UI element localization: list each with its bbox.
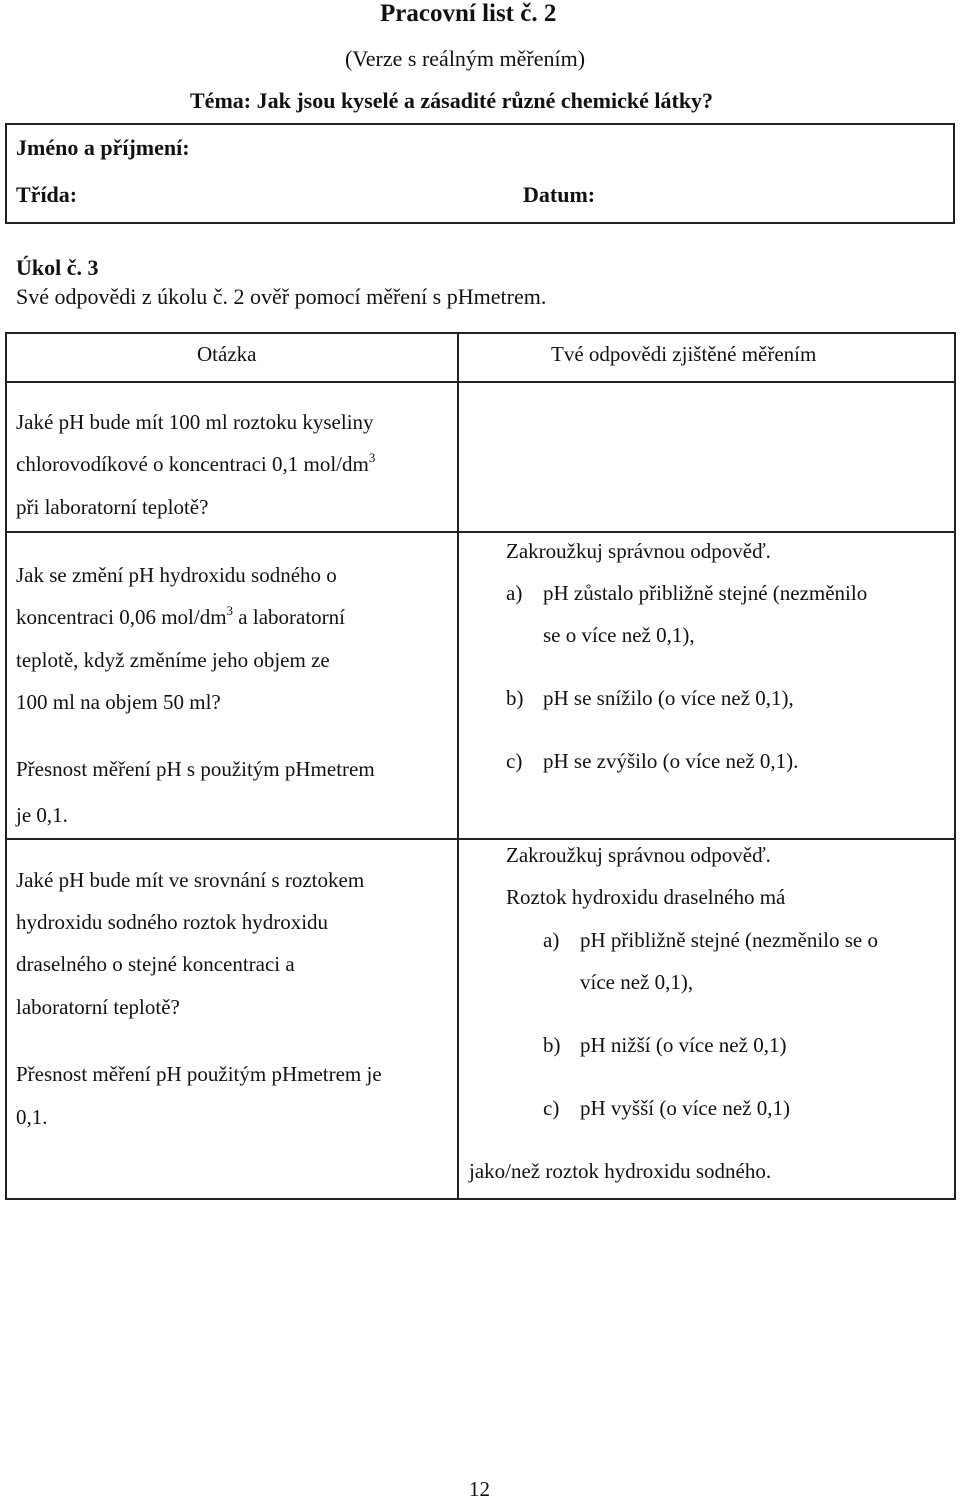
a3-option-b[interactable]: pH nižší (o více než 0,1) xyxy=(580,1033,787,1057)
q1-superscript: 3 xyxy=(368,450,376,465)
a2-option-a-line1[interactable]: pH zůstalo přibližně stejné (nezměnilo xyxy=(543,581,868,605)
q2-line1: Jak se změní pH hydroxidu sodného o xyxy=(16,563,337,587)
date-label: Datum: xyxy=(523,182,596,207)
column-header-question: Otázka xyxy=(197,342,257,366)
q2-line2-text-a: koncentraci 0,06 mol/dm xyxy=(16,605,227,629)
page-title: Pracovní list č. 2 xyxy=(380,0,557,27)
table-row2-divider xyxy=(5,838,956,840)
name-label: Jméno a příjmení: xyxy=(16,135,190,160)
a3-option-a-line2[interactable]: více než 0,1), xyxy=(580,970,694,994)
q3-line1: Jaké pH bude mít ve srovnání s roztokem xyxy=(16,868,365,892)
q1-line2-text: chlorovodíkové o koncentraci 0,1 mol/dm xyxy=(16,452,369,476)
q2-line4: 100 ml na objem 50 ml? xyxy=(16,690,221,714)
a2-option-a-marker: a) xyxy=(506,581,523,605)
task-title: Úkol č. 3 xyxy=(16,255,99,280)
q2-line2 xyxy=(16,605,345,630)
q1-line2 xyxy=(16,452,375,477)
q2-line6: je 0,1. xyxy=(16,803,68,827)
a3-option-a-line1[interactable]: pH přibližně stejné (nezměnilo se o xyxy=(580,928,878,952)
q2-line5: Přesnost měření pH s použitým pHmetrem xyxy=(16,757,375,781)
a2-option-a-line2[interactable]: se o více než 0,1), xyxy=(543,623,695,647)
a2-option-c[interactable]: pH se zvýšilo (o více než 0,1). xyxy=(543,749,799,773)
a3-option-b-marker: b) xyxy=(543,1033,561,1057)
task-instruction: Své odpovědi z úkolu č. 2 ověř pomocí měření s pHmetrem. xyxy=(16,284,547,309)
q3-line3: draselného o stejné koncentraci a xyxy=(16,952,295,976)
table-header-divider xyxy=(5,381,956,383)
page-number: 12 xyxy=(469,1477,490,1501)
column-header-answer: Tvé odpovědi zjištěné měřením xyxy=(551,342,817,366)
a2-instruction: Zakroužkuj správnou odpověď. xyxy=(506,539,771,563)
q3-line4: laboratorní teplotě? xyxy=(16,995,180,1019)
q2-line3: teplotě, když změníme jeho objem ze xyxy=(16,648,330,672)
a3-intro: Roztok hydroxidu draselného má xyxy=(506,885,786,909)
a2-option-b[interactable]: pH se snížilo (o více než 0,1), xyxy=(543,686,794,710)
q2-line2-text-b: a laboratorní xyxy=(233,605,345,629)
q1-line1: Jaké pH bude mít 100 ml roztoku kyseliny xyxy=(16,410,374,434)
page-subtitle: (Verze s reálným měřením) xyxy=(345,46,586,71)
a3-option-c-marker: c) xyxy=(543,1096,560,1120)
q2-superscript: 3 xyxy=(226,603,234,618)
a3-instruction: Zakroužkuj správnou odpověď. xyxy=(506,843,771,867)
a2-option-b-marker: b) xyxy=(506,686,524,710)
a3-closing: jako/než roztok hydroxidu sodného. xyxy=(469,1159,772,1183)
q1-line3: při laboratorní teplotě? xyxy=(16,495,209,519)
table-column-divider xyxy=(457,332,459,1200)
class-label: Třída: xyxy=(16,182,78,207)
table-row1-divider xyxy=(5,531,956,533)
worksheet-topic: Téma: Jak jsou kyselé a zásadité různé chemické látky? xyxy=(190,88,714,113)
q3-line6: 0,1. xyxy=(16,1105,48,1129)
a3-option-a-marker: a) xyxy=(543,928,560,952)
a2-option-c-marker: c) xyxy=(506,749,523,773)
q3-line2: hydroxidu sodného roztok hydroxidu xyxy=(16,910,329,934)
a3-option-c[interactable]: pH vyšší (o více než 0,1) xyxy=(580,1096,790,1120)
q3-line5: Přesnost měření pH použitým pHmetrem je xyxy=(16,1062,382,1086)
